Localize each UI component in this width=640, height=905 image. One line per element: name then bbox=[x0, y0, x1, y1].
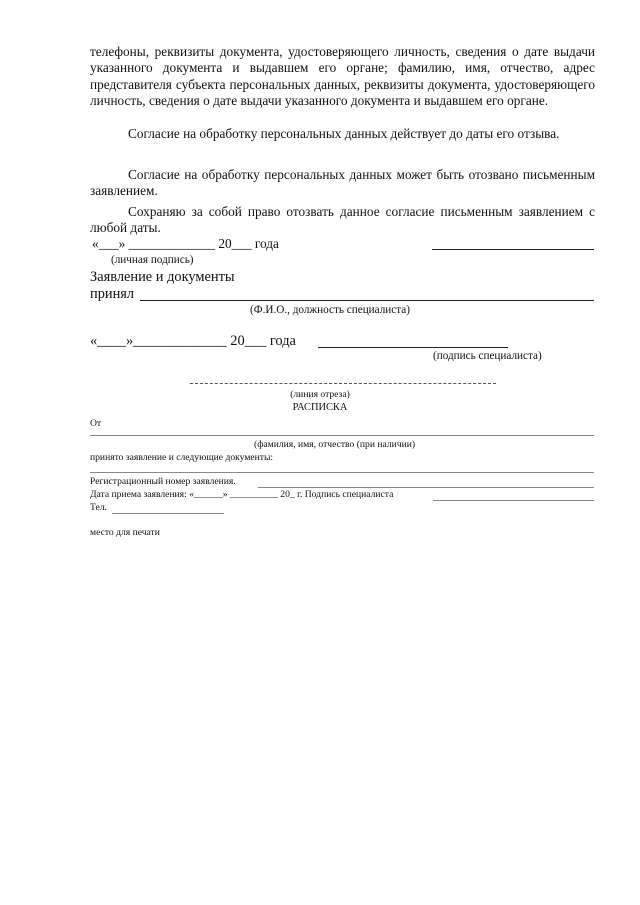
receipt-reg-number-label: Регистрационный номер заявления. bbox=[90, 476, 236, 487]
receipt-date-label: Дата приема заявления: «______» __________ 20_ г. Подпись специалиста bbox=[90, 489, 394, 500]
accepted-by-label: принял bbox=[90, 286, 135, 302]
acceptance-title: Заявление и документы bbox=[90, 269, 235, 285]
receipt-name-caption: (фамилия, имя, отчество (при наличии) bbox=[254, 439, 416, 450]
receipt-signature-line bbox=[433, 500, 594, 501]
specialist-signature-caption: (подпись специалиста) bbox=[433, 350, 542, 362]
personal-signature-caption: (личная подпись) bbox=[111, 254, 194, 266]
cut-line-caption: (линия отреза) bbox=[290, 389, 350, 400]
applicant-date-line: «___» _____________ 20___ года bbox=[92, 236, 279, 251]
specialist-name-caption: (Ф.И.О., должность специалиста) bbox=[250, 304, 410, 316]
receipt-accepted-docs-label: принято заявление и следующие документы: bbox=[90, 452, 274, 463]
receipt-reg-number-line bbox=[258, 487, 594, 488]
stamp-place-label: место для печати bbox=[90, 527, 160, 538]
specialist-signature-line bbox=[318, 347, 508, 348]
consent-validity-paragraph: Согласие на обработку персональных данных действует до даты его отзыва. bbox=[128, 126, 560, 141]
consent-right-paragraph: Сохраняю за собой право отозвать данное согласие письменным заявлением с любой даты. bbox=[90, 204, 595, 236]
receipt-title: РАСПИСКА bbox=[292, 402, 348, 413]
consent-text-paragraph: телефоны, реквизиты документа, удостоверяющего личность, сведения о дате выдачи указанного документа и выдавшем его органе; фамилию, имя, отчество, адрес представителя субъекта персональных данных, реквизиты документа, удостоверяющего личность, сведения о дате выдачи указанного документа и выдавшем его органе. bbox=[90, 44, 595, 109]
personal-signature-line bbox=[432, 249, 594, 250]
specialist-name-line bbox=[140, 300, 594, 301]
receipt-from-label: От bbox=[90, 418, 102, 429]
receipt-name-line bbox=[90, 435, 594, 436]
receipt-phone-line bbox=[112, 513, 224, 514]
specialist-date-line: «____»_____________ 20___ года bbox=[90, 333, 296, 349]
cut-line bbox=[190, 383, 496, 384]
consent-revocation-paragraph: Согласие на обработку персональных данных может быть отозвано письменным заявлением. bbox=[90, 167, 595, 199]
receipt-phone-label: Тел. bbox=[90, 502, 107, 513]
receipt-docs-line bbox=[90, 472, 594, 473]
